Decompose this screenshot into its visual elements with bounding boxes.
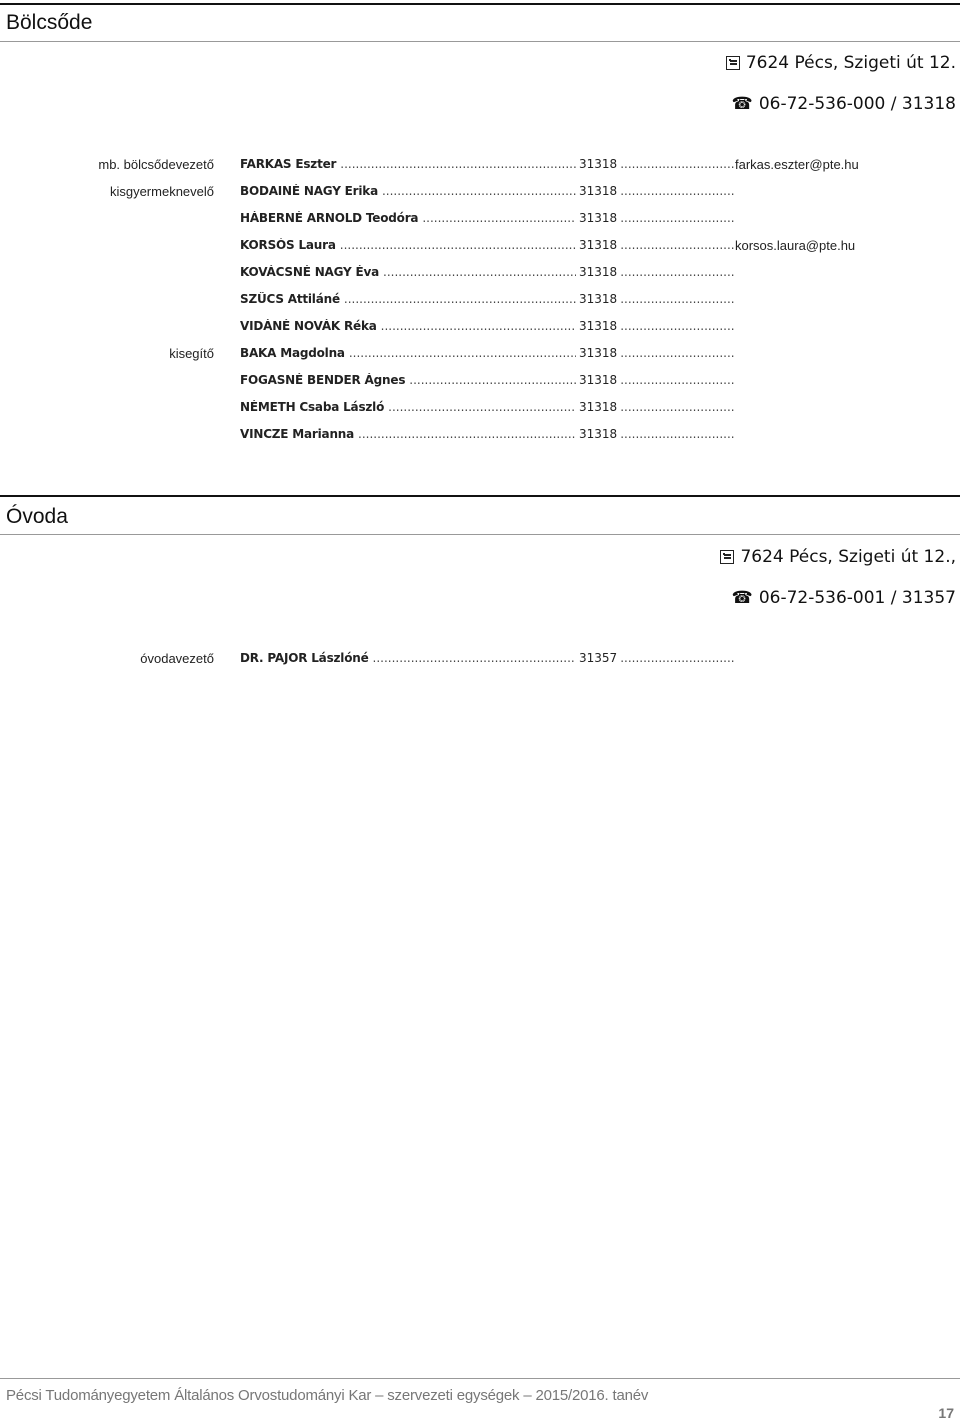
phone-extension: 31318 ..... bbox=[579, 400, 735, 414]
phone-text: 06-72-536-001 / 31357 bbox=[758, 588, 956, 608]
phone-extension: 31318 ..... bbox=[579, 292, 735, 306]
section-header-bolcsode bbox=[0, 3, 960, 42]
page-footer bbox=[0, 1378, 960, 1423]
phone-extension: 31318 ..... bbox=[579, 238, 735, 252]
staff-row bbox=[0, 265, 960, 292]
phone-extension: 31318 ..... bbox=[579, 265, 735, 279]
staff-name: NÉMETH Csaba László ..... bbox=[240, 400, 576, 414]
staff-name: BAKA Magdolna ..... bbox=[240, 346, 576, 360]
staff-row bbox=[0, 157, 960, 184]
staff-list-ovoda bbox=[0, 651, 960, 678]
staff-name: BODAINÉ NAGY Erika ..... bbox=[240, 184, 576, 198]
staff-row bbox=[0, 292, 960, 319]
phone-icon: ☎ bbox=[731, 93, 753, 114]
phone-extension: 31318 ..... bbox=[579, 157, 735, 171]
phone-icon: ☎ bbox=[731, 587, 753, 608]
mail-icon bbox=[720, 550, 734, 564]
phone-extension: 31318 ..... bbox=[579, 211, 735, 225]
phone-extension: 31357 ..... bbox=[579, 651, 735, 665]
role: óvodavezető bbox=[140, 651, 214, 666]
phone-line bbox=[732, 588, 956, 608]
address-line bbox=[726, 53, 956, 73]
phone-extension: 31318 ..... bbox=[579, 346, 735, 360]
section-header-ovoda bbox=[0, 495, 960, 535]
staff-name: FARKAS Eszter ..... bbox=[240, 157, 576, 171]
staff-row bbox=[0, 319, 960, 346]
staff-row bbox=[0, 651, 960, 678]
phone-extension: 31318 ..... bbox=[579, 427, 735, 441]
staff-name: SZŰCS Attiláné ..... bbox=[240, 292, 576, 306]
staff-name: FOGASNÉ BENDER Ágnes ..... bbox=[240, 373, 576, 387]
phone-line bbox=[732, 94, 956, 114]
staff-row bbox=[0, 346, 960, 373]
staff-name: KOVÁCSNÉ NAGY Éva ..... bbox=[240, 265, 576, 279]
staff-name: DR. PAJOR Lászlóné ..... bbox=[240, 651, 576, 665]
staff-name: KORSÓS Laura ..... bbox=[240, 238, 576, 252]
phone-extension: 31318 ..... bbox=[579, 373, 735, 387]
role: kisegítő bbox=[169, 346, 214, 361]
staff-row bbox=[0, 373, 960, 400]
staff-list-bolcsode bbox=[0, 157, 960, 454]
staff-name: VINCZE Marianna ..... bbox=[240, 427, 576, 441]
address-line bbox=[720, 547, 956, 567]
staff-row bbox=[0, 400, 960, 427]
staff-row bbox=[0, 427, 960, 454]
staff-row bbox=[0, 211, 960, 238]
phone-extension: 31318 ..... bbox=[579, 184, 735, 198]
mail-icon bbox=[726, 56, 740, 70]
section-title: Bölcsőde bbox=[6, 11, 93, 34]
address-text: 7624 Pécs, Szigeti út 12., bbox=[740, 547, 956, 567]
section-title: Óvoda bbox=[6, 505, 68, 528]
role: mb. bölcsődevezető bbox=[98, 157, 214, 172]
staff-row bbox=[0, 238, 960, 265]
role: kisgyermeknevelő bbox=[109, 184, 214, 199]
footer-text: Pécsi Tudományegyetem Általános Orvostudományi Kar – szervezeti egységek – 2015/2016. tanév bbox=[6, 1387, 649, 1404]
email-link[interactable]: farkas.eszter@pte.hu bbox=[735, 157, 859, 172]
staff-row bbox=[0, 184, 960, 211]
staff-name: HÁBERNÉ ARNOLD Teodóra ..... bbox=[240, 211, 576, 225]
phone-extension: 31318 ..... bbox=[579, 319, 735, 333]
staff-name: VIDÁNÉ NOVÁK Réka ..... bbox=[240, 319, 576, 333]
address-text: 7624 Pécs, Szigeti út 12. bbox=[745, 53, 956, 73]
phone-text: 06-72-536-000 / 31318 bbox=[758, 94, 956, 114]
email-link[interactable]: korsos.laura@pte.hu bbox=[735, 238, 856, 253]
page-number: 17 bbox=[938, 1405, 954, 1421]
